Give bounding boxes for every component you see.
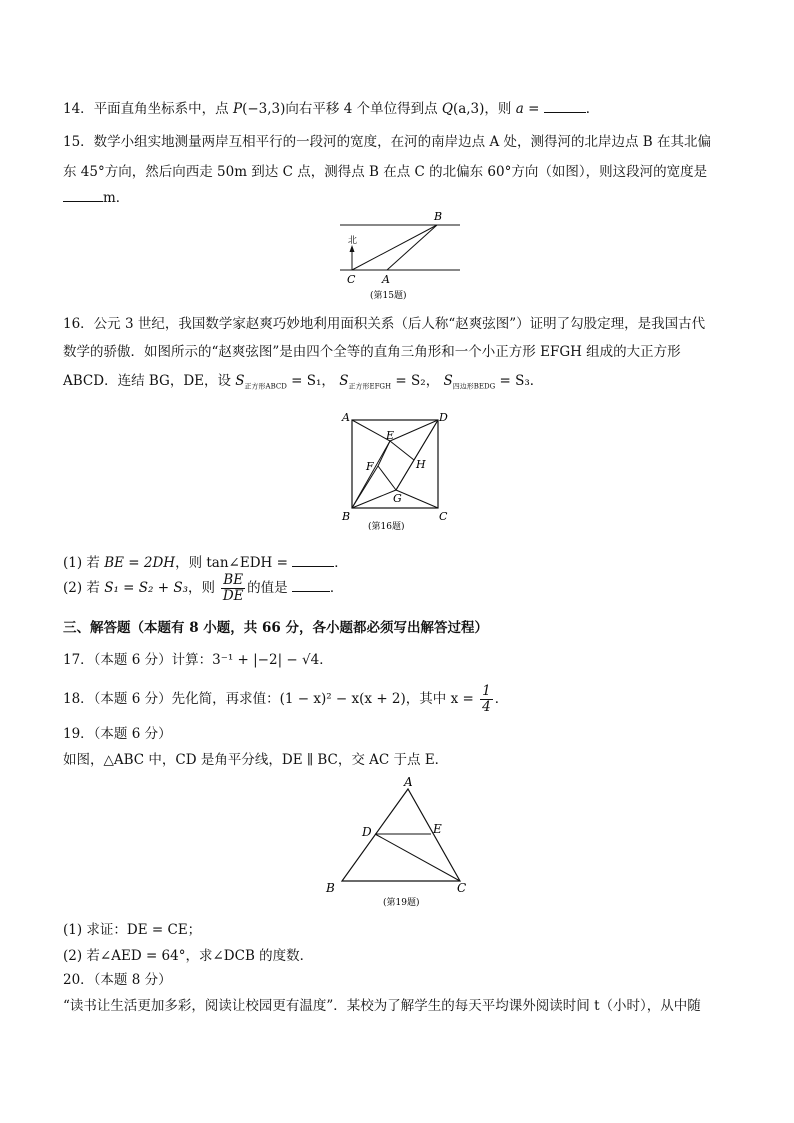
q16-sub-efgh: 正方形EFGH — [348, 382, 392, 391]
section-3-title: 三、解答题（本题有 8 小题，共 66 分，各小题都必须写出解答过程） — [63, 620, 488, 636]
label-g: G — [393, 492, 402, 505]
q16-line-2: 数学的骄傲．如图所示的“赵爽弦图”是由四个全等的直角三角形和一个小正方形 EFGH 组成的大正方形 — [63, 344, 681, 360]
q15-figure — [335, 208, 465, 303]
q15-caption: (第15题) — [370, 291, 407, 301]
q16-figure — [338, 408, 456, 530]
q16-p2-answer-blank[interactable] — [292, 577, 330, 592]
q14-text-1: 平面直角坐标系中，点 — [93, 101, 229, 117]
q16-p2-tail: 的值是 — [247, 580, 288, 596]
q16-s-symbol-3: S — [443, 373, 453, 389]
q14-p-coord: (−3,3) — [242, 101, 286, 117]
q15-unit: m． — [103, 190, 130, 206]
q14-point-p: P — [232, 101, 243, 117]
q14-text-2: 向右平移 4 个单位得到点 — [285, 101, 438, 117]
q16-p2-expr: S₁ = S₂ + S₃ — [104, 580, 188, 596]
q18-fraction — [480, 684, 493, 715]
label-d: D — [362, 825, 372, 839]
q14-text-3: ，则 — [484, 101, 512, 117]
q20-text: “读书让生活更加多彩，阅读让校园更有温度”．某校为了解学生的每天平均课外阅读时间 t（小时），从中随 — [63, 998, 701, 1014]
fraction-numerator: 1 — [482, 683, 491, 699]
segment-de — [390, 420, 438, 441]
question-14 — [63, 97, 599, 117]
north-label: 北 — [348, 236, 358, 246]
q18-end: ． — [494, 691, 509, 707]
segment-cg — [396, 490, 438, 508]
q15-line-3 — [63, 186, 129, 206]
label-c: C — [457, 881, 467, 895]
question-17: 17．（本题 6 分）计算：3⁻¹ + |−2| − √4． — [63, 652, 333, 668]
q16-part-2 — [63, 573, 343, 604]
q15-line-2: 东 45°方向，然后向西走 50m 到达 C 点，测得点 B 在点 C 的北偏东 60°方向（如图），则这段河的宽度是 — [63, 164, 708, 180]
q19-part-2: (2) 若∠AED = 64°，求∠DCB 的度数． — [63, 948, 314, 964]
q16-line-1: 16．公元 3 世纪，我国数学家赵爽巧妙地利用面积关系（后人称“赵爽弦图”）证明了勾股定理，是我国古代 — [63, 316, 706, 332]
q16-s-symbol-2: S — [339, 373, 349, 389]
q19-part-1: (1) 求证：DE = CE； — [63, 922, 202, 938]
fraction-denominator: 4 — [482, 699, 491, 715]
q16-caption: (第16题) — [368, 522, 405, 530]
label-b: B — [342, 510, 351, 523]
label-c: C — [439, 510, 448, 523]
q16-eq-s3: = S₃． — [495, 373, 544, 389]
triangle-abc — [342, 789, 460, 881]
label-c: C — [347, 273, 356, 286]
q16-eq-s1: = S₁， — [286, 373, 335, 389]
label-f: F — [366, 460, 374, 473]
q16-eq-s2: = S₂， — [391, 373, 440, 389]
segment-dg — [396, 420, 438, 490]
q16-p1-expr: BE = 2DH — [104, 555, 176, 571]
label-a: A — [382, 273, 390, 286]
q14-number: 14． — [63, 101, 94, 117]
q19-head: 19．（本题 6 分） — [63, 726, 172, 742]
q14-point-q: Q — [441, 101, 453, 117]
label-a: A — [342, 411, 350, 424]
q16-sub-bedg: 四边形BEDG — [452, 382, 496, 391]
q15-line-1: 15．数学小组实地测量两岸互相平行的一段河的宽度，在河的南岸边点 A 处，测得河的北岸边点 B 在其北偏 — [63, 134, 712, 150]
q19-intro: 如图，△ABC 中，CD 是角平分线，DE ∥ BC，交 AC 于点 E． — [63, 752, 449, 768]
segment-ae — [352, 420, 390, 441]
q18-text: 18．（本题 6 分）先化简，再求值：(1 − x)² − x(x + 2)，其中 x = — [63, 691, 474, 707]
label-h: H — [416, 458, 426, 471]
q14-equals: = — [523, 101, 544, 117]
q19-caption: (第19题) — [383, 898, 420, 908]
label-e: E — [386, 429, 395, 442]
q16-s-symbol-1: S — [235, 373, 245, 389]
q14-answer-blank[interactable] — [544, 98, 586, 113]
label-b: B — [326, 881, 335, 895]
q19-figure — [320, 775, 480, 910]
q16-p1-answer-blank[interactable] — [292, 552, 334, 567]
q16-p2-prefix: (2) 若 — [63, 580, 105, 596]
q16-sub-abcd: 正方形ABCD — [244, 382, 287, 391]
q16-line-3-text: ABCD．连结 BG，DE，设 — [63, 373, 236, 389]
q16-p2-mid: ，则 — [188, 580, 215, 596]
q16-line-3 — [63, 369, 543, 392]
q16-p2-end: ． — [329, 580, 344, 596]
q16-p1-end: ． — [334, 555, 348, 571]
q20-head: 20．（本题 8 分） — [63, 972, 172, 988]
q14-q-coord: (a,3) — [452, 101, 485, 117]
fraction-numerator: BE — [223, 572, 244, 588]
label-d: D — [439, 411, 448, 424]
square-efgh — [378, 441, 414, 490]
label-b: B — [434, 210, 443, 223]
q16-p2-fraction — [221, 573, 245, 604]
q14-var-a: a — [515, 101, 524, 117]
segment-bg — [352, 490, 396, 508]
north-arrow-icon — [350, 245, 355, 252]
label-e: E — [433, 822, 442, 836]
fraction-denominator: DE — [222, 588, 244, 604]
question-18 — [63, 684, 508, 715]
q16-p1-mid: ，则 tan∠EDH = — [175, 555, 293, 571]
q16-part-1 — [63, 551, 348, 571]
label-a: A — [404, 775, 413, 789]
q16-p1-prefix: (1) 若 — [63, 555, 105, 571]
q14-end: ． — [585, 101, 600, 117]
q15-answer-blank[interactable] — [63, 187, 103, 202]
